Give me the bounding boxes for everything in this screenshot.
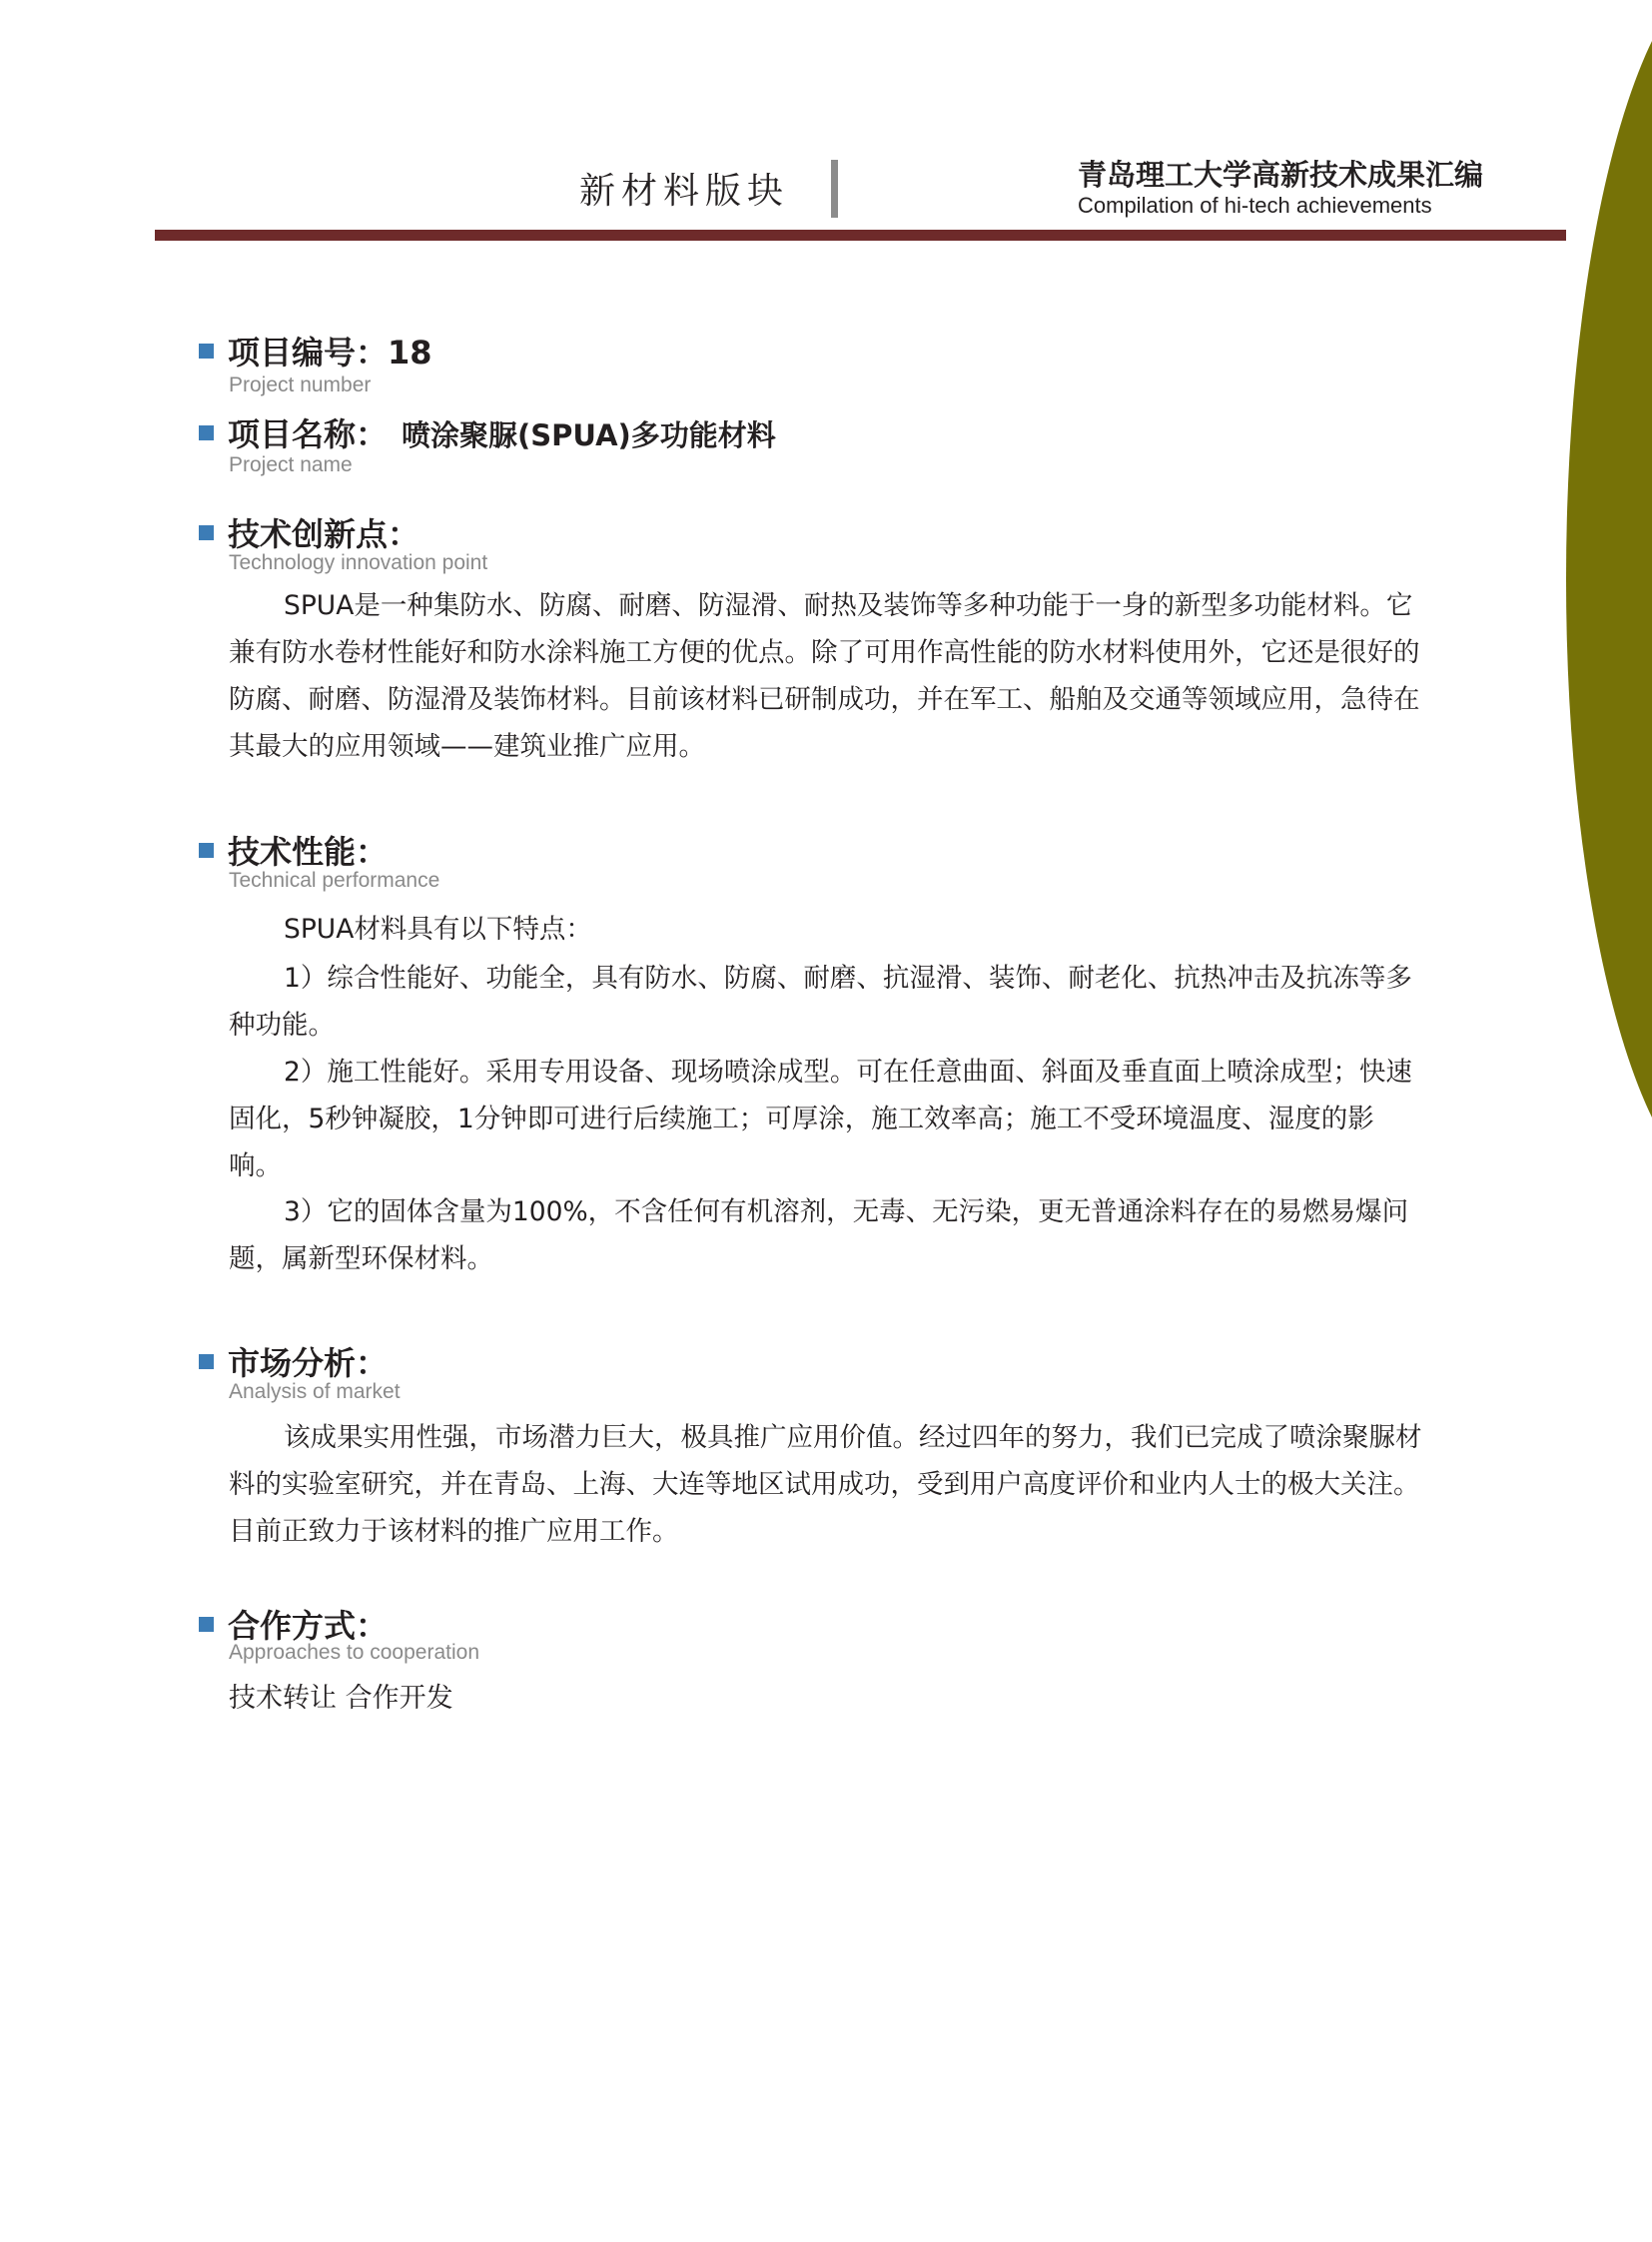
square-bullet-icon [199, 525, 214, 540]
olive-decorative-shape [1566, 0, 1652, 1198]
market-subtitle: Analysis of market [229, 1380, 401, 1403]
square-bullet-icon [199, 1354, 214, 1369]
performance-intro: SPUA材料具有以下特点： [284, 914, 592, 945]
project-name-label: 项目名称： [228, 415, 389, 453]
market-heading [199, 1338, 388, 1384]
cooperation-title: 合作方式： [228, 1607, 389, 1645]
performance-subtitle: Technical performance [229, 869, 440, 892]
innovation-title: 技术创新点： [228, 515, 420, 553]
innovation-subtitle: Technology innovation point [229, 551, 488, 574]
project-number-label: 项目编号： [228, 334, 389, 372]
performance-heading [199, 827, 388, 873]
project-name-value: 喷涂聚脲(SPUA)多功能材料 [402, 418, 776, 452]
publication-title-en: Compilation of hi-tech achievements [1078, 193, 1432, 218]
header-rule [155, 230, 1566, 241]
market-body: 该成果实用性强，市场潜力巨大，极具推广应用价值。经过四年的努力，我们已完成了喷涂聚脲材料的实验室研究，并在青岛、上海、大连等地区试用成功，受到用户高度评价和业内人士的极大关注。目前正致力于该材料的推广应用工作。 [229, 1422, 1422, 1547]
cooperation-body: 技术转让 合作开发 [229, 1683, 453, 1714]
title-divider [831, 160, 838, 218]
innovation-body: SPUA是一种集防水、防腐、耐磨、防湿滑、耐热及装饰等多种功能于一身的新型多功能材料。它兼有防水卷材性能好和防水涂料施工方便的优点。除了可用作高性能的防水材料使用外，它还是很好的防腐、耐磨、防湿滑及装饰材料。目前该材料已研制成功，并在军工、船舶及交通等领域应用，急待在其最大的应用领域——建筑业推广应用。 [229, 590, 1420, 762]
market-title: 市场分析： [228, 1344, 389, 1382]
section-title: 新材料版块 [579, 171, 790, 212]
square-bullet-icon [199, 843, 214, 858]
project-number-heading [199, 328, 432, 374]
publication-title-cn: 青岛理工大学高新技术成果汇编 [1078, 158, 1484, 192]
project-name-heading [199, 409, 776, 455]
performance-point-1: 1）综合性能好、功能全，具有防水、防腐、耐磨、抗湿滑、装饰、耐老化、抗热冲击及抗冻等多种功能。 [229, 963, 1412, 1041]
cooperation-subtitle: Approaches to cooperation [229, 1641, 480, 1664]
square-bullet-icon [199, 425, 214, 440]
square-bullet-icon [199, 1617, 214, 1632]
project-number-subtitle: Project number [229, 374, 372, 396]
project-name-subtitle: Project name [229, 453, 353, 476]
square-bullet-icon [199, 344, 214, 359]
performance-title: 技术性能： [228, 833, 389, 871]
performance-point-2: 2）施工性能好。采用专用设备、现场喷涂成型。可在任意曲面、斜面及垂直面上喷涂成型；快速固化，5秒钟凝胶，1分钟即可进行后续施工；可厚涂，施工效率高；施工不受环境温度、湿度的影响。 [229, 1057, 1412, 1181]
innovation-heading [199, 509, 419, 555]
project-number-value: 18 [388, 334, 432, 372]
performance-point-3: 3）它的固体含量为100%，不含任何有机溶剂，无毒、无污染，更无普通涂料存在的易燃易爆问题，属新型环保材料。 [229, 1196, 1409, 1274]
